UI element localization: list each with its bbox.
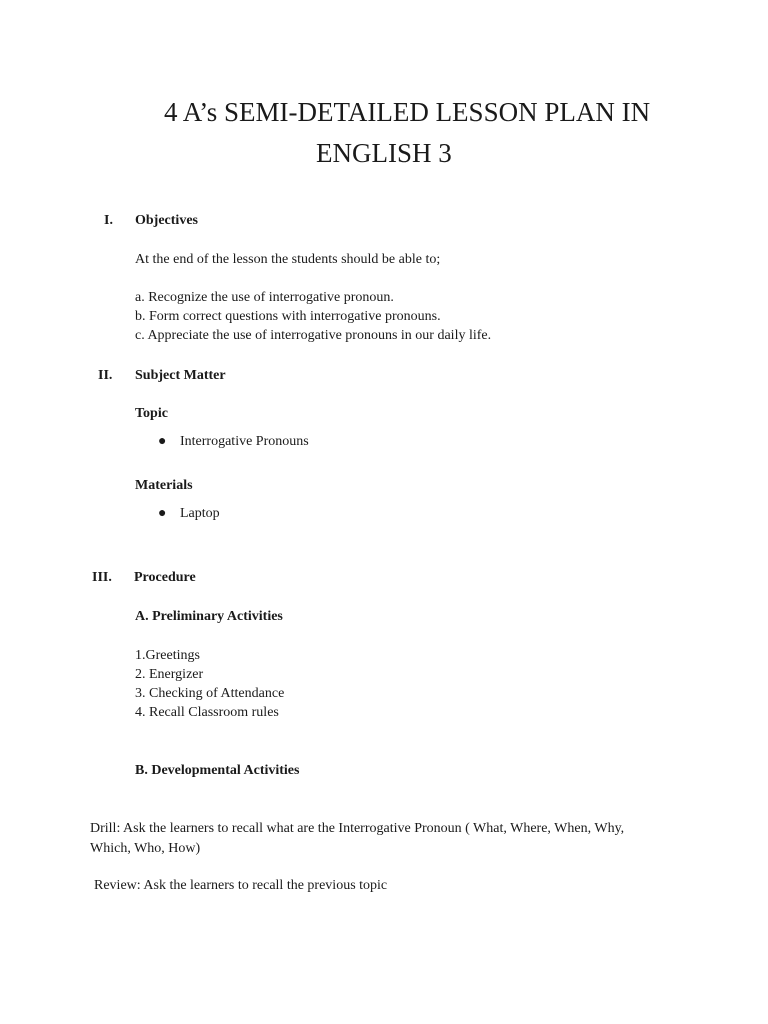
title-line-2: ENGLISH 3 [316,138,452,168]
drill-line-2: Which, Who, How) [90,841,201,856]
prelim-item-2: 2. Energizer [135,667,204,682]
section-1-numeral: I. [104,213,113,228]
objectives-intro: At the end of the lesson the students should be able to; [135,252,441,267]
preliminary-activities-heading: A. Preliminary Activities [135,609,283,624]
section-1-heading: Objectives [135,213,198,228]
objective-item-b: b. Form correct questions with interrogative pronouns. [135,309,441,324]
prelim-item-4: 4. Recall Classroom rules [135,705,279,720]
review-line: Review: Ask the learners to recall the previous topic [94,878,388,893]
title-line-1: 4 A’s SEMI-DETAILED LESSON PLAN IN [164,97,651,127]
section-3-heading: Procedure [134,570,196,585]
materials-item: Laptop [180,506,220,521]
drill-line-1: Drill: Ask the learners to recall what are the Interrogative Pronoun ( What, Where, When, Why, [90,821,625,836]
materials-label: Materials [135,478,193,493]
objective-item-c: c. Appreciate the use of interrogative pronouns in our daily life. [135,328,492,343]
section-2-heading: Subject Matter [135,368,226,383]
bullet-icon: ● [158,434,167,449]
section-2-numeral: II. [98,368,113,383]
prelim-item-1: 1.Greetings [135,648,200,663]
topic-item: Interrogative Pronouns [180,434,309,449]
objective-item-a: a. Recognize the use of interrogative pronoun. [135,290,394,305]
topic-label: Topic [135,406,168,421]
prelim-item-3: 3. Checking of Attendance [135,686,285,701]
developmental-activities-heading: B. Developmental Activities [135,763,300,778]
bullet-icon: ● [158,506,167,521]
section-3-numeral: III. [92,570,112,585]
